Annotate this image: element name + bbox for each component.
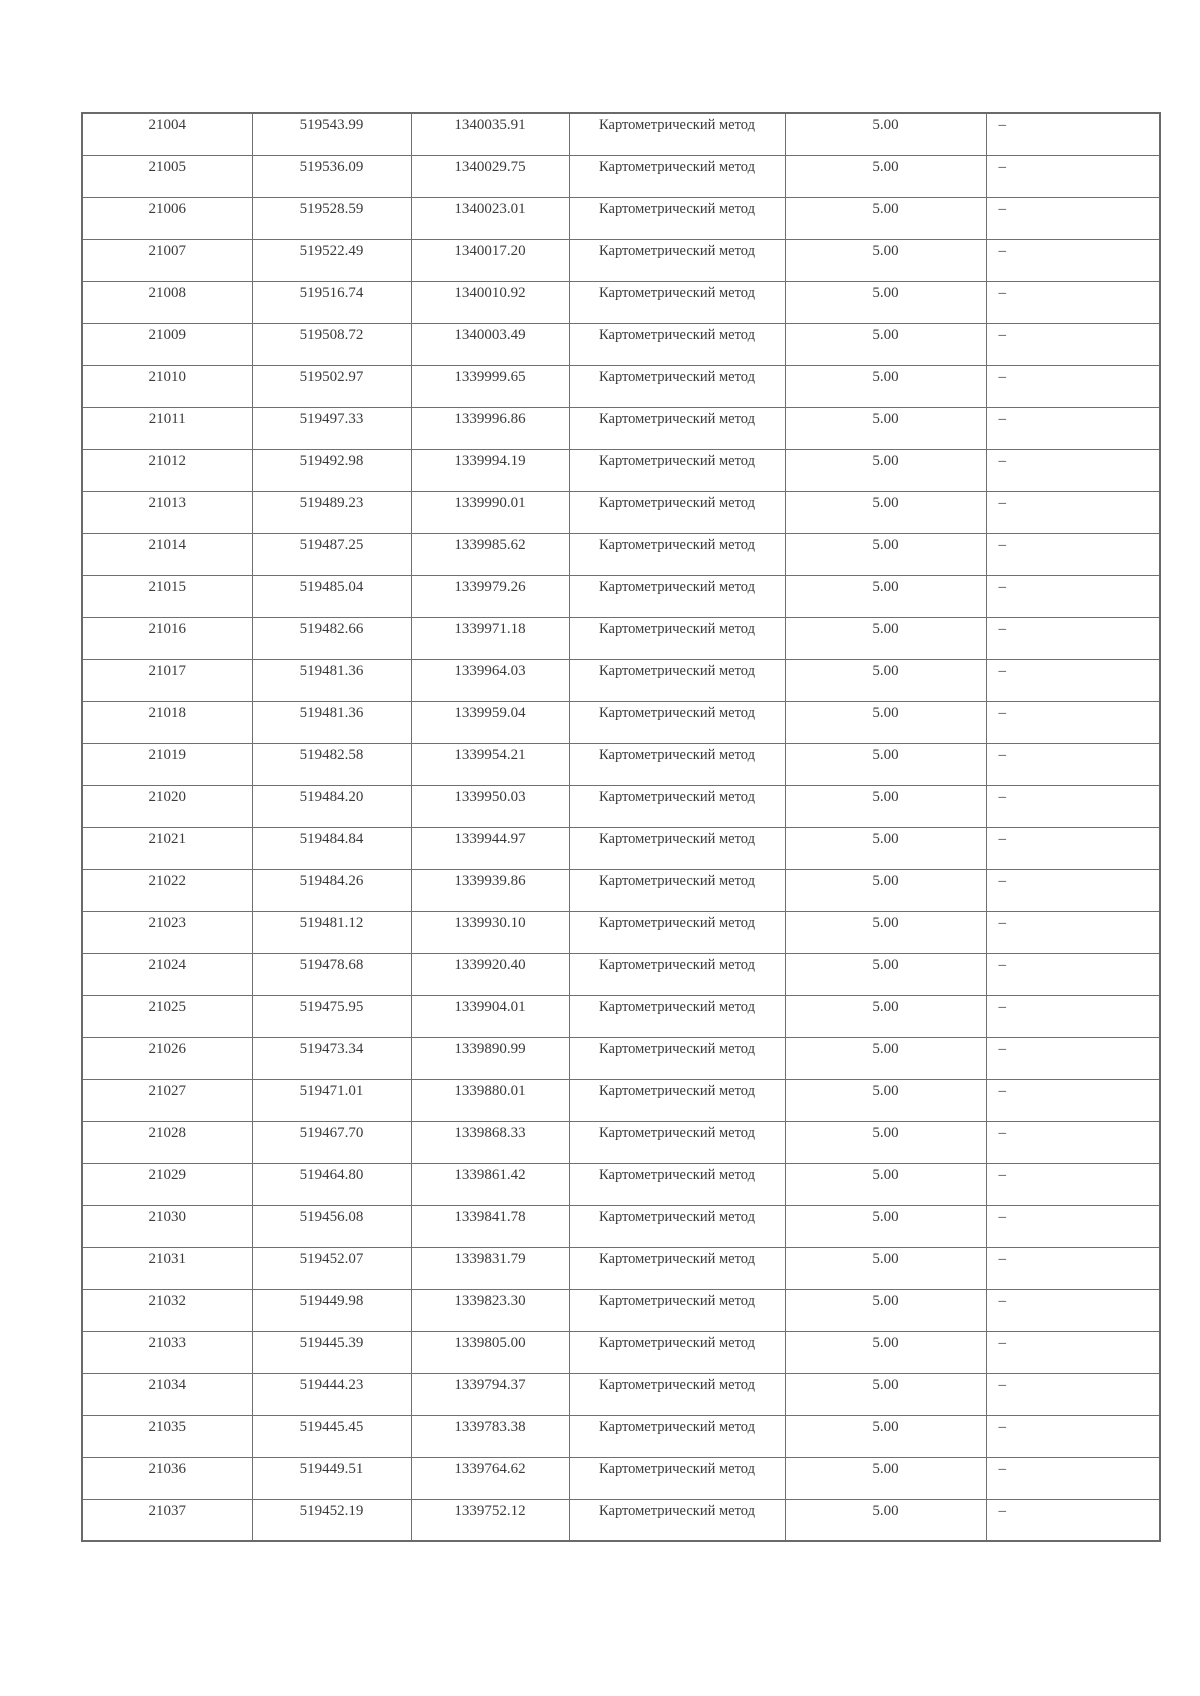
coordinate-x-cell: 519475.95 [252,995,411,1037]
point-number-cell: 21026 [82,1037,252,1079]
point-number-cell: 21022 [82,869,252,911]
coordinate-x-cell: 519449.98 [252,1289,411,1331]
table-row [82,1499,1160,1541]
coordinate-y-cell: 1339794.37 [411,1373,569,1415]
point-number-cell: 21005 [82,155,252,197]
coordinate-x-cell: 519445.45 [252,1415,411,1457]
method-cell: Картометрический метод [569,743,785,785]
point-number-cell: 21033 [82,1331,252,1373]
coordinate-x-cell: 519482.58 [252,743,411,785]
table-row [82,869,1160,911]
coordinate-x-cell: 519471.01 [252,1079,411,1121]
table-row [82,1289,1160,1331]
point-number-cell: 21020 [82,785,252,827]
note-cell: – [986,617,1160,659]
point-number-cell: 21032 [82,1289,252,1331]
method-cell: Картометрический метод [569,281,785,323]
coordinate-x-cell: 519484.84 [252,827,411,869]
accuracy-cell: 5.00 [785,1205,986,1247]
coordinate-x-cell: 519481.12 [252,911,411,953]
accuracy-cell: 5.00 [785,281,986,323]
coordinate-y-cell: 1339979.26 [411,575,569,617]
coordinate-y-cell: 1340017.20 [411,239,569,281]
coordinate-y-cell: 1339994.19 [411,449,569,491]
coordinate-y-cell: 1339764.62 [411,1457,569,1499]
coordinate-x-cell: 519484.26 [252,869,411,911]
note-cell: – [986,575,1160,617]
point-number-cell: 21027 [82,1079,252,1121]
coordinate-x-cell: 519522.49 [252,239,411,281]
accuracy-cell: 5.00 [785,575,986,617]
note-cell: – [986,1037,1160,1079]
accuracy-cell: 5.00 [785,155,986,197]
coordinate-y-cell: 1339996.86 [411,407,569,449]
coordinate-y-cell: 1339823.30 [411,1289,569,1331]
coordinate-x-cell: 519481.36 [252,659,411,701]
accuracy-cell: 5.00 [785,953,986,995]
coordinate-y-cell: 1339959.04 [411,701,569,743]
note-cell: – [986,743,1160,785]
accuracy-cell: 5.00 [785,197,986,239]
point-number-cell: 21015 [82,575,252,617]
accuracy-cell: 5.00 [785,1247,986,1289]
method-cell: Картометрический метод [569,1289,785,1331]
method-cell: Картометрический метод [569,365,785,407]
note-cell: – [986,827,1160,869]
table-row [82,1457,1160,1499]
point-number-cell: 21006 [82,197,252,239]
point-number-cell: 21017 [82,659,252,701]
coordinate-y-cell: 1339990.01 [411,491,569,533]
accuracy-cell: 5.00 [785,869,986,911]
coordinate-x-cell: 519528.59 [252,197,411,239]
method-cell: Картометрический метод [569,1415,785,1457]
coordinate-y-cell: 1340035.91 [411,113,569,155]
accuracy-cell: 5.00 [785,911,986,953]
coordinate-x-cell: 519456.08 [252,1205,411,1247]
table-row [82,1205,1160,1247]
point-number-cell: 21030 [82,1205,252,1247]
coordinate-x-cell: 519536.09 [252,155,411,197]
method-cell: Картометрический метод [569,869,785,911]
accuracy-cell: 5.00 [785,827,986,869]
coordinate-y-cell: 1339999.65 [411,365,569,407]
point-number-cell: 21014 [82,533,252,575]
coordinate-x-cell: 519444.23 [252,1373,411,1415]
method-cell: Картометрический метод [569,155,785,197]
accuracy-cell: 5.00 [785,1415,986,1457]
point-number-cell: 21031 [82,1247,252,1289]
coordinate-y-cell: 1339904.01 [411,995,569,1037]
table-row [82,1415,1160,1457]
accuracy-cell: 5.00 [785,1121,986,1163]
note-cell: – [986,659,1160,701]
coordinate-x-cell: 519484.20 [252,785,411,827]
method-cell: Картометрический метод [569,1373,785,1415]
coordinate-y-cell: 1339950.03 [411,785,569,827]
point-number-cell: 21035 [82,1415,252,1457]
accuracy-cell: 5.00 [785,365,986,407]
accuracy-cell: 5.00 [785,407,986,449]
table-row [82,953,1160,995]
note-cell: – [986,1121,1160,1163]
method-cell: Картометрический метод [569,1499,785,1541]
table-row [82,281,1160,323]
note-cell: – [986,491,1160,533]
coordinate-y-cell: 1339752.12 [411,1499,569,1541]
table-row [82,785,1160,827]
table-row [82,491,1160,533]
table-row [82,701,1160,743]
point-number-cell: 21012 [82,449,252,491]
method-cell: Картометрический метод [569,1037,785,1079]
table-row [82,617,1160,659]
note-cell: – [986,1205,1160,1247]
coordinates-table [81,112,1161,1542]
note-cell: – [986,113,1160,155]
point-number-cell: 21029 [82,1163,252,1205]
accuracy-cell: 5.00 [785,113,986,155]
method-cell: Картометрический метод [569,113,785,155]
coordinate-y-cell: 1339783.38 [411,1415,569,1457]
method-cell: Картометрический метод [569,449,785,491]
point-number-cell: 21025 [82,995,252,1037]
table-row [82,1121,1160,1163]
note-cell: – [986,407,1160,449]
point-number-cell: 21011 [82,407,252,449]
note-cell: – [986,953,1160,995]
coordinate-x-cell: 519478.68 [252,953,411,995]
point-number-cell: 21004 [82,113,252,155]
method-cell: Картометрический метод [569,197,785,239]
note-cell: – [986,281,1160,323]
coordinate-x-cell: 519492.98 [252,449,411,491]
point-number-cell: 21019 [82,743,252,785]
coordinate-x-cell: 519445.39 [252,1331,411,1373]
note-cell: – [986,323,1160,365]
coordinate-y-cell: 1339880.01 [411,1079,569,1121]
note-cell: – [986,1163,1160,1205]
method-cell: Картометрический метод [569,239,785,281]
table-row [82,1163,1160,1205]
coordinate-y-cell: 1339868.33 [411,1121,569,1163]
note-cell: – [986,1247,1160,1289]
accuracy-cell: 5.00 [785,239,986,281]
accuracy-cell: 5.00 [785,1079,986,1121]
note-cell: – [986,155,1160,197]
accuracy-cell: 5.00 [785,995,986,1037]
coordinate-y-cell: 1340023.01 [411,197,569,239]
note-cell: – [986,785,1160,827]
note-cell: – [986,1499,1160,1541]
table-row [82,533,1160,575]
coordinate-y-cell: 1340029.75 [411,155,569,197]
coordinate-x-cell: 519502.97 [252,365,411,407]
accuracy-cell: 5.00 [785,1457,986,1499]
method-cell: Картометрический метод [569,1079,785,1121]
method-cell: Картометрический метод [569,533,785,575]
coordinate-y-cell: 1339805.00 [411,1331,569,1373]
accuracy-cell: 5.00 [785,1289,986,1331]
note-cell: – [986,701,1160,743]
point-number-cell: 21018 [82,701,252,743]
coordinate-x-cell: 519481.36 [252,701,411,743]
point-number-cell: 21034 [82,1373,252,1415]
note-cell: – [986,1289,1160,1331]
method-cell: Картометрический метод [569,1247,785,1289]
accuracy-cell: 5.00 [785,323,986,365]
coordinate-y-cell: 1339930.10 [411,911,569,953]
method-cell: Картометрический метод [569,491,785,533]
coordinate-y-cell: 1339954.21 [411,743,569,785]
table-row [82,1373,1160,1415]
note-cell: – [986,449,1160,491]
coordinate-y-cell: 1340003.49 [411,323,569,365]
note-cell: – [986,197,1160,239]
note-cell: – [986,869,1160,911]
coordinate-x-cell: 519473.34 [252,1037,411,1079]
accuracy-cell: 5.00 [785,1163,986,1205]
table-row [82,911,1160,953]
method-cell: Картометрический метод [569,953,785,995]
table-row [82,365,1160,407]
coordinate-y-cell: 1339920.40 [411,953,569,995]
table-row [82,575,1160,617]
point-number-cell: 21024 [82,953,252,995]
method-cell: Картометрический метод [569,995,785,1037]
point-number-cell: 21037 [82,1499,252,1541]
accuracy-cell: 5.00 [785,1499,986,1541]
accuracy-cell: 5.00 [785,701,986,743]
point-number-cell: 21016 [82,617,252,659]
coordinate-x-cell: 519464.80 [252,1163,411,1205]
point-number-cell: 21021 [82,827,252,869]
method-cell: Картометрический метод [569,1205,785,1247]
table-row [82,743,1160,785]
table-row [82,113,1160,155]
method-cell: Картометрический метод [569,617,785,659]
coordinate-y-cell: 1339971.18 [411,617,569,659]
method-cell: Картометрический метод [569,785,785,827]
method-cell: Картометрический метод [569,407,785,449]
note-cell: – [986,911,1160,953]
coordinate-y-cell: 1339985.62 [411,533,569,575]
note-cell: – [986,995,1160,1037]
accuracy-cell: 5.00 [785,491,986,533]
note-cell: – [986,533,1160,575]
method-cell: Картометрический метод [569,911,785,953]
coordinate-x-cell: 519449.51 [252,1457,411,1499]
note-cell: – [986,365,1160,407]
coordinates-table-body [82,113,1160,1541]
table-row [82,407,1160,449]
coordinate-x-cell: 519452.19 [252,1499,411,1541]
coordinate-x-cell: 519543.99 [252,113,411,155]
point-number-cell: 21036 [82,1457,252,1499]
method-cell: Картометрический метод [569,1457,785,1499]
point-number-cell: 21028 [82,1121,252,1163]
method-cell: Картометрический метод [569,701,785,743]
table-row [82,995,1160,1037]
note-cell: – [986,1331,1160,1373]
coordinate-x-cell: 519452.07 [252,1247,411,1289]
point-number-cell: 21013 [82,491,252,533]
method-cell: Картометрический метод [569,323,785,365]
table-row [82,323,1160,365]
table-row [82,659,1160,701]
accuracy-cell: 5.00 [785,617,986,659]
table-row [82,197,1160,239]
coordinate-x-cell: 519489.23 [252,491,411,533]
note-cell: – [986,1079,1160,1121]
accuracy-cell: 5.00 [785,743,986,785]
coordinate-x-cell: 519497.33 [252,407,411,449]
coordinate-x-cell: 519508.72 [252,323,411,365]
coordinate-y-cell: 1339964.03 [411,659,569,701]
note-cell: – [986,1457,1160,1499]
table-row [82,827,1160,869]
point-number-cell: 21009 [82,323,252,365]
accuracy-cell: 5.00 [785,659,986,701]
coordinate-y-cell: 1339831.79 [411,1247,569,1289]
note-cell: – [986,239,1160,281]
point-number-cell: 21010 [82,365,252,407]
table-row [82,1079,1160,1121]
method-cell: Картометрический метод [569,1331,785,1373]
point-number-cell: 21007 [82,239,252,281]
table-row [82,239,1160,281]
method-cell: Картометрический метод [569,1121,785,1163]
coordinate-y-cell: 1339841.78 [411,1205,569,1247]
coordinate-y-cell: 1340010.92 [411,281,569,323]
coordinate-x-cell: 519467.70 [252,1121,411,1163]
note-cell: – [986,1415,1160,1457]
note-cell: – [986,1373,1160,1415]
method-cell: Картометрический метод [569,1163,785,1205]
coordinate-x-cell: 519482.66 [252,617,411,659]
coordinate-x-cell: 519485.04 [252,575,411,617]
accuracy-cell: 5.00 [785,785,986,827]
point-number-cell: 21008 [82,281,252,323]
method-cell: Картометрический метод [569,575,785,617]
accuracy-cell: 5.00 [785,1373,986,1415]
table-row [82,449,1160,491]
coordinate-x-cell: 519487.25 [252,533,411,575]
method-cell: Картометрический метод [569,659,785,701]
coordinate-y-cell: 1339944.97 [411,827,569,869]
accuracy-cell: 5.00 [785,1331,986,1373]
table-row [82,1037,1160,1079]
accuracy-cell: 5.00 [785,1037,986,1079]
point-number-cell: 21023 [82,911,252,953]
table-row [82,1247,1160,1289]
coordinate-x-cell: 519516.74 [252,281,411,323]
coordinate-y-cell: 1339890.99 [411,1037,569,1079]
accuracy-cell: 5.00 [785,533,986,575]
table-row [82,155,1160,197]
table-row [82,1331,1160,1373]
accuracy-cell: 5.00 [785,449,986,491]
method-cell: Картометрический метод [569,827,785,869]
coordinate-y-cell: 1339939.86 [411,869,569,911]
coordinate-y-cell: 1339861.42 [411,1163,569,1205]
